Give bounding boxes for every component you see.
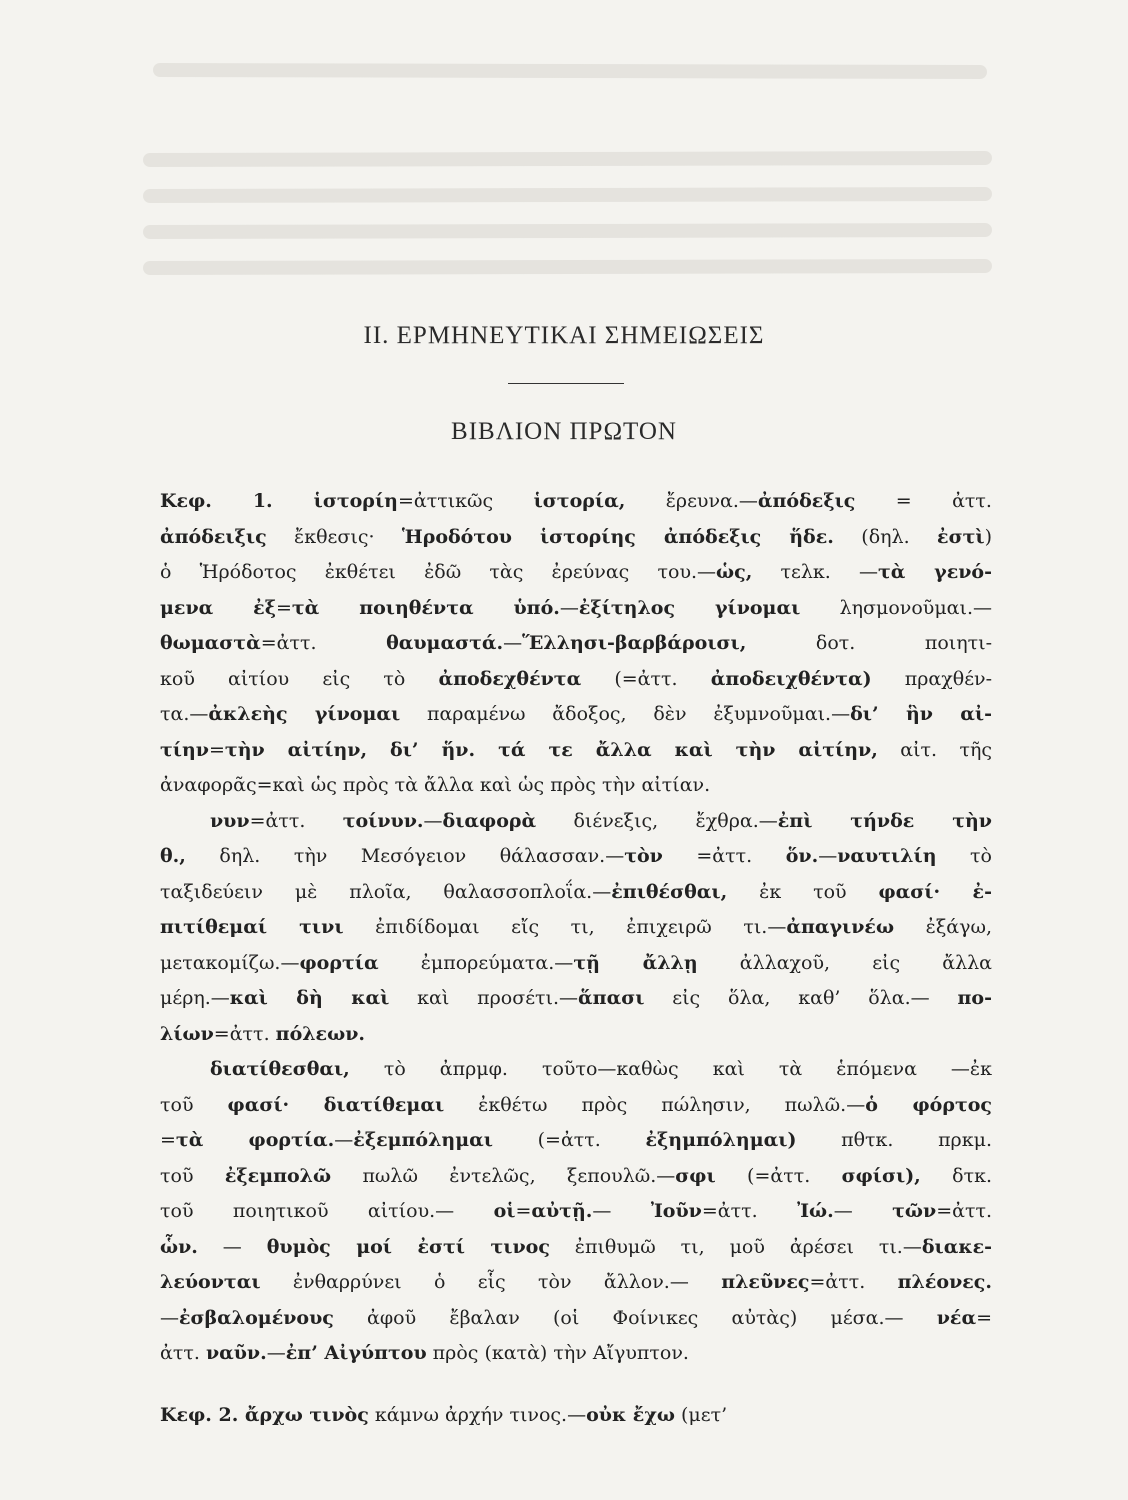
bleed-through-shadow [0,0,1128,300]
book-title: ΒΙΒΛΙΟΝ ΠΡΩΤΟΝ [451,418,677,445]
text-line: μετακομίζω.—φορτία ἐμπορεύματα.—τῇ ἄλλῃ ἀλλαχοῦ, εἰς ἄλλα [160,951,992,974]
text-line: μέρη.—καὶ δὴ καὶ καὶ προσέτι.—ἅπασι εἰς ὅλα, καθ’ ὅλα.— πο- [160,987,992,1009]
text-line: μενα ἐξ=τὰ ποιηθέντα ὑπό.—ἐξίτηλος γίνομαι λησμονοῦμαι.— [160,596,992,619]
text-line: τοῦ ἐξεμπολῶ πωλῶ ἐντελῶς, ξεπουλῶ.—σφι (=ἀττ. σφίσι), δτκ. [160,1164,992,1187]
text-line: ὁ Ἡρόδοτος ἐκθέτει ἐδῶ τὰς ἐρεύνας του.—ὡς, τελκ. —τὰ γενό- [160,561,992,583]
text-line: πιτίθεμαί τινι ἐπιδίδομαι εἴς τι, ἐπιχειρῶ τι.—ἀπαγινέω ἐξάγω, [160,916,992,938]
paragraph-gap [160,1372,992,1398]
text-line: διατίθεσθαι, τὸ ἀπρμφ. τοῦτο—καθὼς καὶ τὰ ἑπόμενα —ἐκ [210,1058,992,1080]
text-line: =τὰ φορτία.—ἐξεμπόλημαι (=ἀττ. ἐξημπόλημαι) πθτκ. πρκμ. [160,1129,992,1151]
text-line: —ἐσβαλομένους ἀφοῦ ἔβαλαν (οἱ Φοίνικες αὐτὰς) μέσα.— νέα= [160,1306,992,1329]
commentary-text [160,484,992,1433]
text-line: Κεφ. 2. ἄρχω τινὸς κάμνω ἀρχήν τινος.—οὐκ ἔχω (μετ’ [160,1403,728,1426]
section-title: II. ΕΡΜΗΝΕΥΤΙΚΑΙ ΣΗΜΕΙΩΣΕΙΣ [363,322,765,349]
text-line: ὧν. — θυμὸς μοί ἐστί τινος ἐπιθυμῶ τι, μοῦ ἀρέσει τι.—διακε- [160,1235,992,1258]
text-line: νυν=ἀττ. τοίνυν.—διαφορὰ διένεξις, ἔχθρα.—ἐπὶ τήνδε τὴν [210,809,992,832]
text-line: λίων=ἀττ. πόλεων. [160,1022,365,1045]
text-line: Κεφ. 1. ἱστορίη=ἀττικῶς ἱστορία, ἔρευνα.—ἀπόδεξις = ἀττ. [160,490,992,512]
text-line: θ., δηλ. τὴν Μεσόγειον θάλασσαν.—τὸν =ἀττ. ὅν.—ναυτιλίη τὸ [160,845,992,867]
text-line: κοῦ αἰτίου εἰς τὸ ἀποδεχθέντα (=ἀττ. ἀποδειχθέντα) πραχθέν- [160,667,992,690]
text-line: τίην=τὴν αἰτίην, δι’ ἥν. τά τε ἄλλα καὶ τὴν αἰτίην, αἰτ. τῆς [160,738,992,761]
text-line: θωμαστὰ=ἀττ. θαυμαστά.—Ἕλλησι-βαρβάροισι, δοτ. ποιητι- [160,632,992,654]
text-line: τοῦ ποιητικοῦ αἰτίου.— οἱ=αὐτῇ.— Ἰοῦν=ἀττ. Ἰώ.— τῶν=ἀττ. [160,1200,992,1222]
text-line: ταξιδεύειν μὲ πλοῖα, θαλασσοπλοΐα.—ἐπιθέσθαι, ἐκ τοῦ φασί· ἐ- [160,880,992,903]
text-line: τα.—ἀκλεὴς γίνομαι παραμένω ἄδοξος, δὲν ἐξυμνοῦμαι.—δι’ ἣν αἰ- [160,703,992,725]
text-line: ἀπόδειξις ἔκθεσις· Ἡροδότου ἱστορίης ἀπόδεξις ἥδε. (δηλ. ἐστὶ) [160,525,992,548]
text-line: τοῦ φασί· διατίθεμαι ἐκθέτω πρὸς πώλησιν, πωλῶ.—ὁ φόρτος [160,1093,992,1116]
title-divider [508,383,624,384]
text-line: ἀττ. ναῦν.—ἐπ’ Αἰγύπτου πρὸς (κατὰ) τὴν Αἴγυπτον. [160,1342,689,1364]
text-line: ἀναφορᾶς=καὶ ὡς πρὸς τὰ ἄλλα καὶ ὡς πρὸς τὴν αἰτίαν. [160,774,711,796]
text-line: λεύονται ἐνθαρρύνει ὁ εἷς τὸν ἄλλον.— πλεῦνες=ἀττ. πλέονες. [160,1271,992,1293]
